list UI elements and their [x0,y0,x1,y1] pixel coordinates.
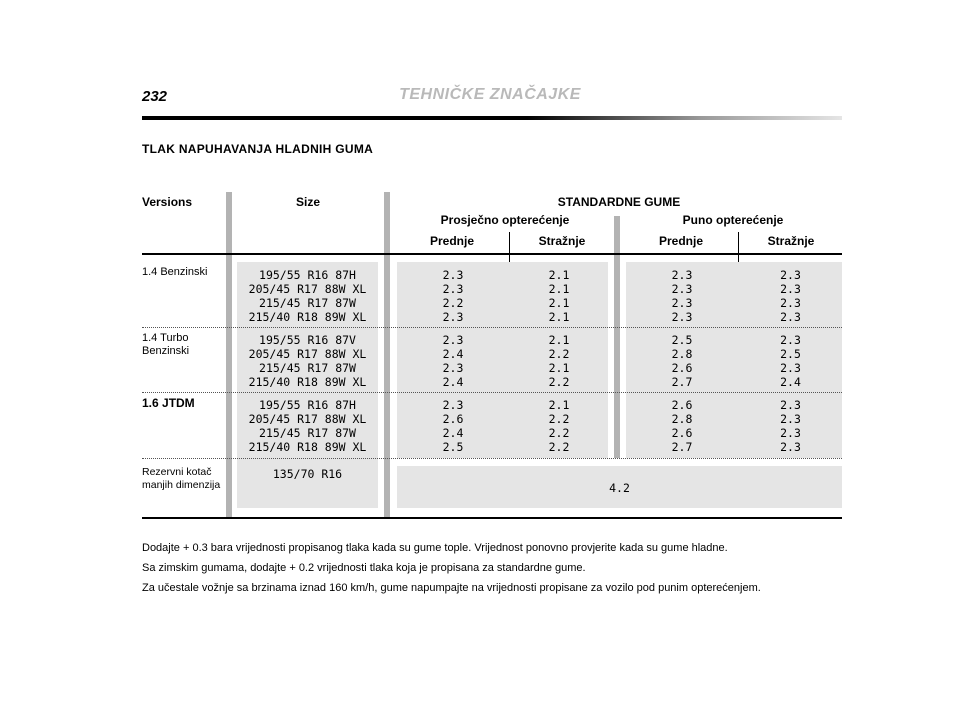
table-bottom-rule [142,517,842,519]
tyre-sizes: 195/55 R16 87H 205/45 R17 88W XL 215/45 R17 87W 215/40 R18 89W XL [248,268,367,324]
note-high-speed: Za učestale vožnje sa brzinama iznad 160 km/h, gume napumpajte na vrijednosti propisane za vozilo pod punim opterećenjem. [142,582,761,594]
row-separator [142,327,842,328]
pressure-full-front: 2.5 2.8 2.6 2.7 [671,333,693,389]
header-standard-tyres: STANDARDNE GUME [557,195,681,209]
chapter-title: TEHNIČKE ZNAČAJKE [399,86,581,103]
page-number: 232 [142,88,168,105]
version-label: 1.6 JTDM [142,396,195,410]
pressure-medium-front: 2.3 2.6 2.4 2.5 [442,398,464,454]
separator-bar [226,192,232,518]
pressure-medium-rear: 2.1 2.1 2.1 2.1 [548,268,570,324]
header-rear-full: Stražnje [767,234,815,248]
pressure-full-front: 2.3 2.3 2.3 2.3 [671,268,693,324]
pressure-full-rear: 2.3 2.3 2.3 2.3 [780,398,801,454]
pressure-full-rear: 2.3 2.5 2.3 2.4 [780,333,801,389]
header-versions: Versions [142,195,193,209]
tyre-sizes: 195/55 R16 87H 205/45 R17 88W XL 215/45 R17 87W 215/40 R18 89W XL [248,398,367,454]
header-rear-medium: Stražnje [538,234,586,248]
pressure-full-front: 2.6 2.8 2.6 2.7 [671,398,693,454]
header-bottom-rule [142,253,842,255]
header-front-full: Prednje [658,234,703,248]
spare-pressure: 4.2 [609,481,630,495]
header-medium-load: Prosječno opterećenje [440,213,570,227]
pressure-medium-rear: 2.1 2.2 2.2 2.2 [548,398,570,454]
header-full-load: Puno opterećenje [682,213,784,227]
row-separator [142,392,842,393]
pressure-medium-rear: 2.1 2.2 2.1 2.2 [548,333,570,389]
tyre-sizes: 195/55 R16 87V 205/45 R17 88W XL 215/45 R17 87W 215/40 R18 89W XL [248,333,367,389]
header-front-medium: Prednje [429,234,474,248]
pressure-full-rear: 2.3 2.3 2.3 2.3 [780,268,801,324]
header-size: Size [295,195,320,209]
row-separator [142,458,842,459]
pressure-medium-front: 2.3 2.3 2.2 2.3 [442,268,464,324]
spare-size: 135/70 R16 [272,467,343,481]
note-winter-tyres: Sa zimskim gumama, dodajte + 0.2 vrijednosti tlaka koja je propisana za standardne gume. [142,562,586,574]
version-label: 1.4 Benzinski [142,266,208,278]
separator-bar [384,192,390,518]
section-title: TLAK NAPUHAVANJA HLADNIH GUMA [142,142,374,156]
note-warm-tyres: Dodajte + 0.3 bara vrijednosti propisanog tlaka kada su gume tople. Vrijednost ponovno provjerite kada su gume hladne. [142,542,728,554]
version-label-spare: Rezervni kotač manjih dimenzija [142,466,221,491]
pressure-medium-front: 2.3 2.4 2.3 2.4 [442,333,464,389]
version-label: 1.4 Turbo Benzinski [142,332,190,357]
